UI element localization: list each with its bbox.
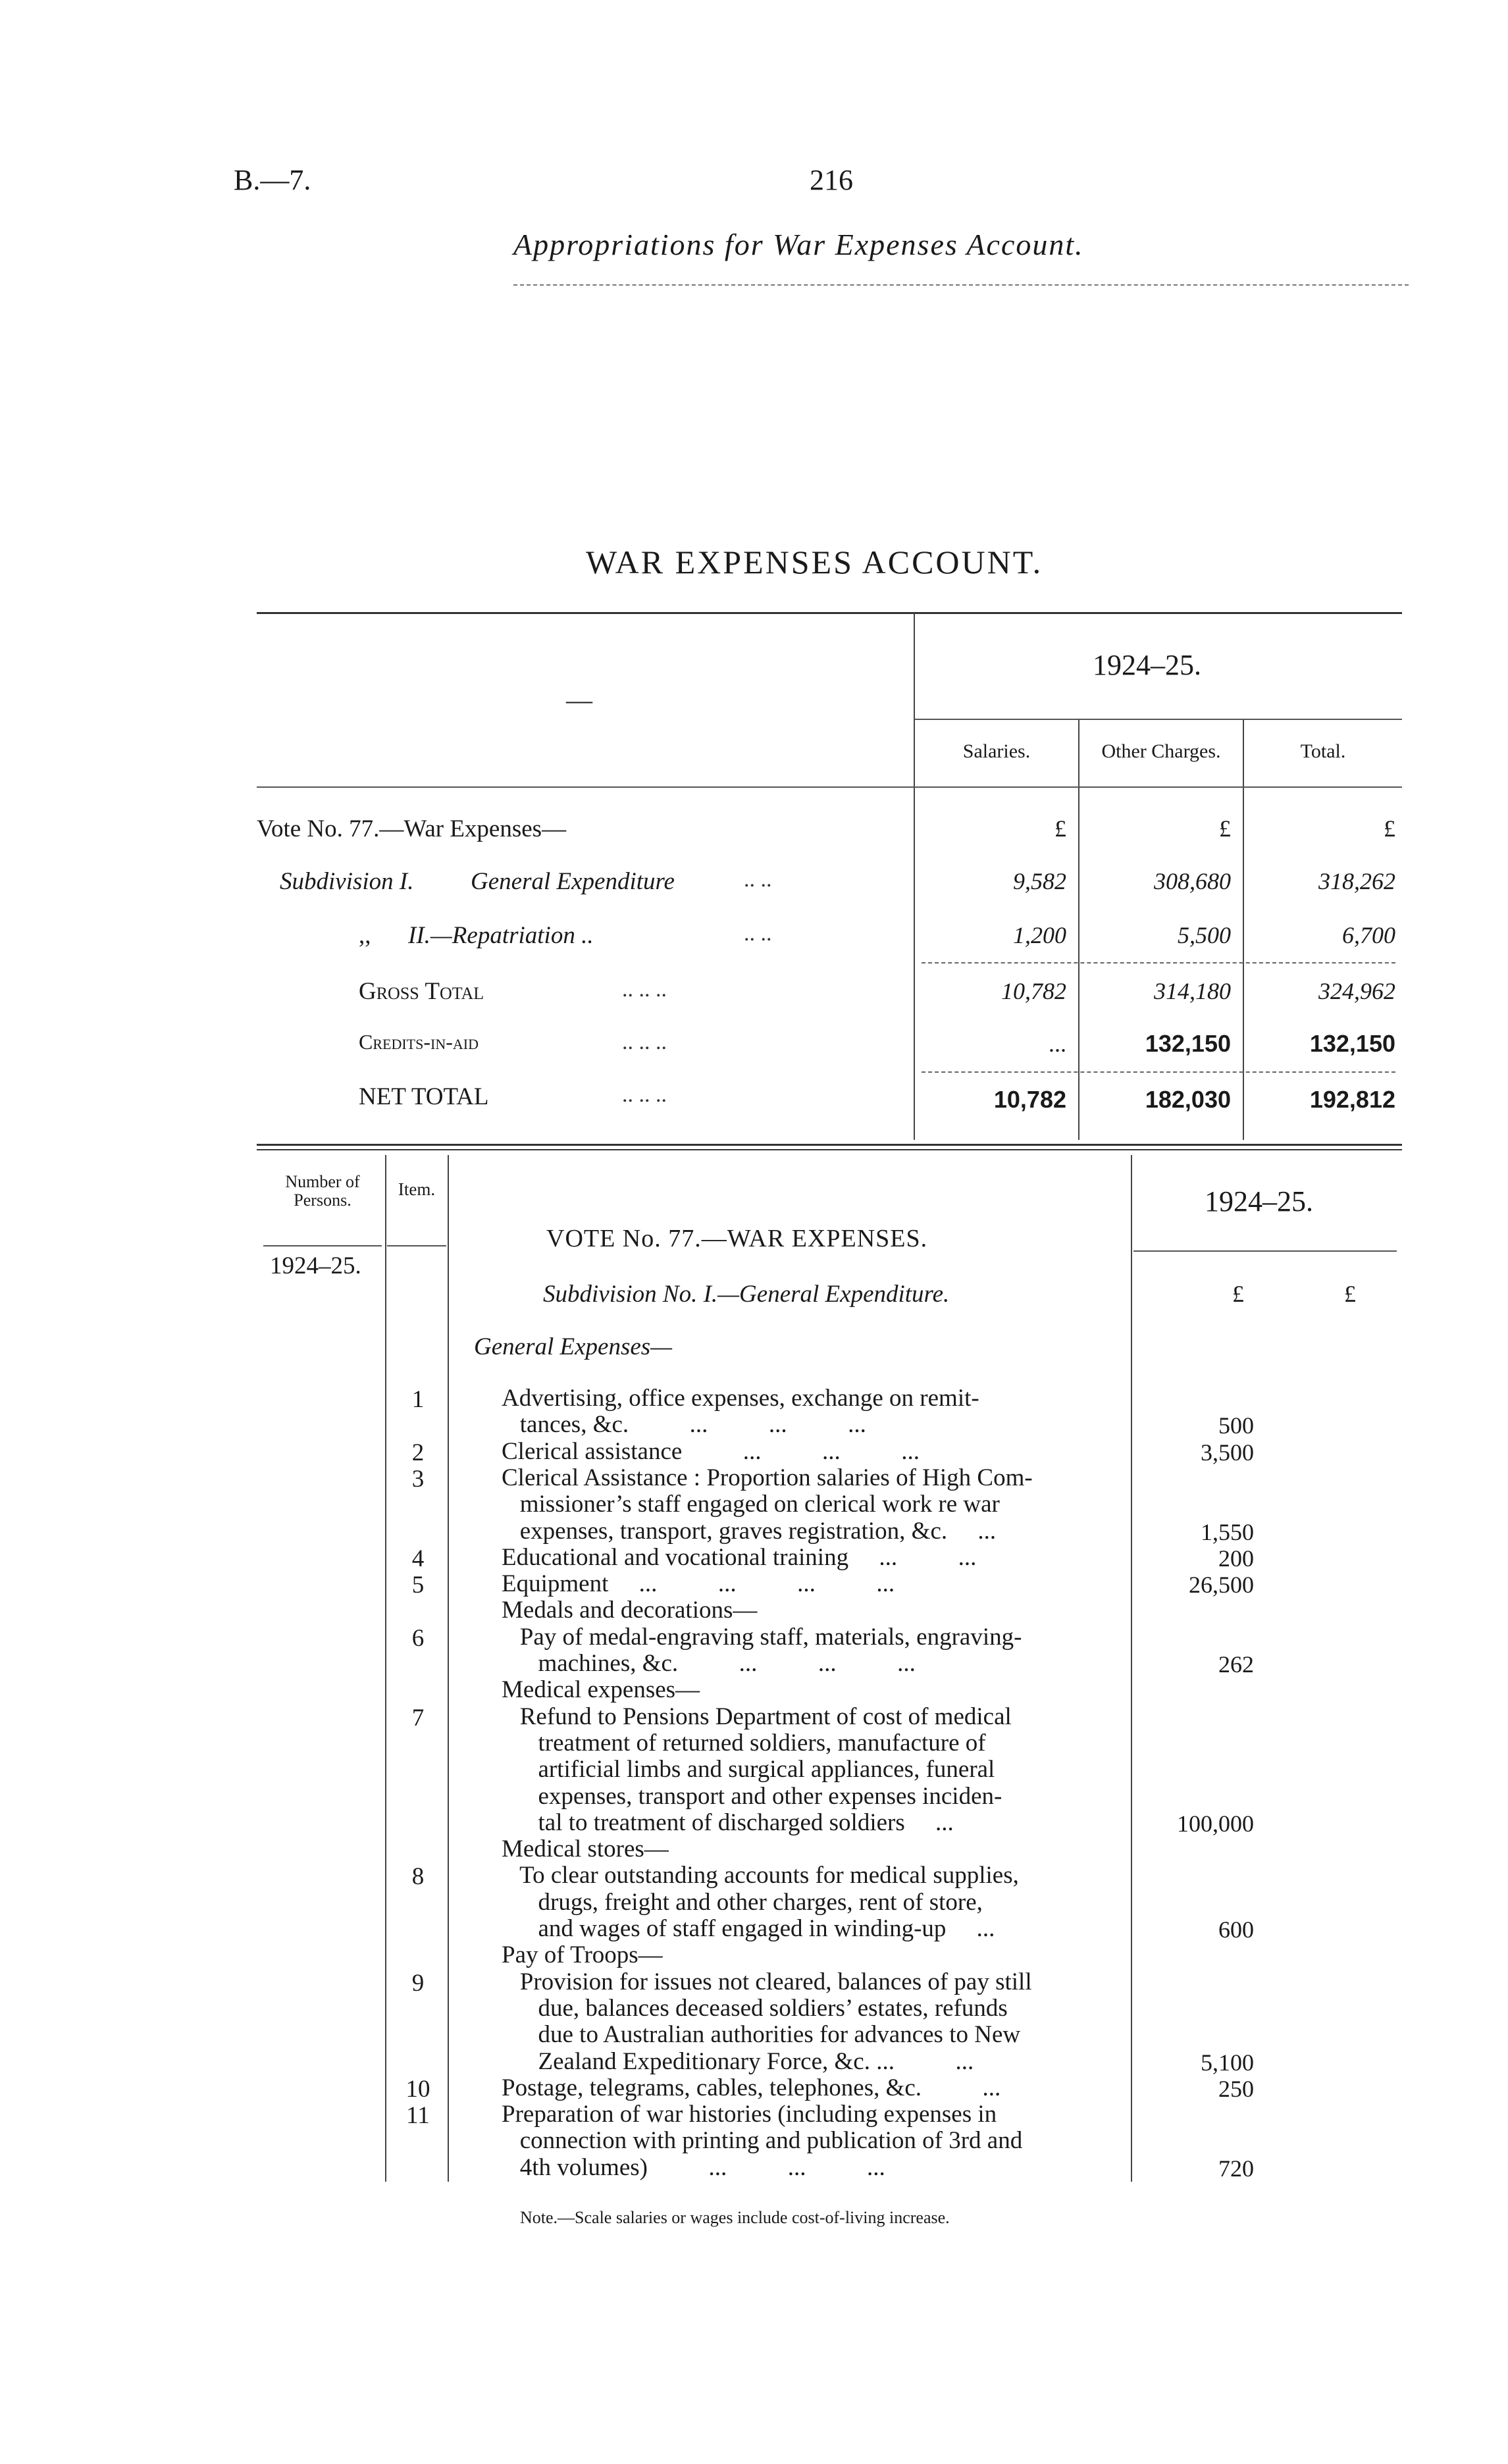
item-number: 1 [411, 1386, 425, 1413]
item-number: 2 [411, 1439, 425, 1466]
item-description: Zealand Expeditionary Force, &c. ... ... [502, 2048, 974, 2075]
detail-divider-item [448, 1155, 449, 2182]
item-amount: 1,550 [1201, 1519, 1254, 1545]
item-amount: 250 [1218, 2076, 1254, 2102]
item-description: Equipment ... ... ... ... [502, 1570, 895, 1597]
col-number-of-persons: Number of Persons. [285, 1172, 360, 1210]
row-1-salaries: 9,582 [1013, 868, 1066, 894]
row-1-dots: .. .. [744, 867, 772, 892]
persons-year: 1924–25. [270, 1252, 361, 1279]
credits-dots: .. .. .. [622, 1030, 667, 1054]
detail-divider-amount [1131, 1155, 1132, 2182]
item-description: machines, &c. ... ... ... [502, 1650, 916, 1677]
net-total-label: NET TOTAL [359, 1083, 489, 1110]
item-description: Medical stores— [502, 1835, 669, 1862]
header-rule [513, 284, 1409, 286]
page-title: Appropriations for War Expenses Account. [513, 228, 1084, 261]
row-subdivision-2-label: II.—Repatriation .. [408, 922, 594, 949]
item-description: Refund to Pensions Department of cost of medical [502, 1703, 1012, 1730]
item-description: treatment of returned soldiers, manufacture of [502, 1730, 986, 1757]
item-number: 5 [411, 1572, 425, 1599]
subdivision-title: Subdivision No. I.—General Expenditure. [543, 1281, 950, 1308]
net-total-other: 182,030 [1145, 1086, 1231, 1113]
item-description: expenses, transport and other expenses inciden- [502, 1783, 1002, 1810]
item-amount: 5,100 [1201, 2049, 1254, 2076]
item-description: Pay of medal-engraving staff, materials, engraving- [502, 1624, 1022, 1651]
item-amount: 200 [1218, 1545, 1254, 1572]
item-amount: 3,500 [1201, 1439, 1254, 1466]
item-number: 9 [411, 1970, 425, 1997]
row-2-other: 5,500 [1178, 922, 1231, 948]
footnote: Note.—Scale salaries or wages include cost-of-living increase. [520, 2208, 950, 2227]
item-amount: 26,500 [1189, 1572, 1254, 1598]
gross-total-total: 324,962 [1318, 978, 1395, 1004]
col-other-charges: Other Charges. [1101, 740, 1221, 762]
currency-salaries: £ [1054, 815, 1066, 842]
detail-currency-1: £ [1232, 1281, 1244, 1307]
row-subdivision-1-label: General Expenditure [471, 868, 675, 895]
item-number: 4 [411, 1545, 425, 1572]
item-description: Clerical Assistance : Proportion salaries of High Com- [502, 1464, 1033, 1491]
col-salaries: Salaries. [962, 740, 1031, 762]
net-total-salaries: 10,782 [993, 1086, 1066, 1113]
page-code: B.—7. [234, 164, 311, 196]
item-number: 11 [406, 2102, 430, 2129]
row-1-total: 318,262 [1318, 868, 1395, 894]
credits-in-aid-label: Credits-in-aid [359, 1030, 479, 1054]
row-1-other: 308,680 [1154, 868, 1231, 894]
item-description: Provision for issues not cleared, balances of pay still [502, 1968, 1032, 1995]
summary-col-divider-1 [914, 613, 915, 1140]
item-description: Advertising, office expenses, exchange on remit- [502, 1385, 979, 1412]
item-description: missioner’s staff engaged on clerical work re war [502, 1491, 1000, 1518]
credits-salaries: ... [1049, 1031, 1066, 1057]
item-description: Postage, telegrams, cables, telephones, &c. ... [502, 2074, 1001, 2101]
item-amount: 262 [1218, 1651, 1254, 1678]
item-description: Educational and vocational training ... ... [502, 1544, 977, 1571]
row-subdivision-1-prefix: Subdivision I. [280, 868, 414, 895]
item-description: Clerical assistance ... ... ... [502, 1438, 920, 1465]
item-description: drugs, freight and other charges, rent of store, [502, 1889, 983, 1916]
item-description: and wages of staff engaged in winding-up ... [502, 1915, 995, 1942]
currency-other: £ [1219, 815, 1231, 842]
item-description: due to Australian authorities for advances to New [502, 2021, 1021, 2048]
vote-title: VOTE No. 77.—WAR EXPENSES. [546, 1225, 928, 1252]
net-total-dots: .. .. .. [622, 1083, 667, 1107]
item-number: 10 [405, 2076, 430, 2103]
row-2-dots: .. .. [744, 921, 772, 946]
summary-title: WAR EXPENSES ACCOUNT. [586, 544, 1043, 580]
col-total: Total. [1300, 740, 1346, 762]
credits-total: 132,150 [1309, 1030, 1395, 1057]
currency-total: £ [1384, 815, 1395, 842]
summary-header-rule [257, 786, 1402, 788]
item-description: Pay of Troops— [502, 1941, 663, 1968]
item-header-rule [387, 1245, 446, 1246]
summary-col-divider-2 [1078, 719, 1079, 1140]
item-description: artificial limbs and surgical appliances, funeral [502, 1756, 995, 1783]
summary-bottom-rule-2 [257, 1149, 1402, 1150]
summary-col-divider-3 [1243, 719, 1244, 1140]
summary-year-rule [915, 719, 1402, 720]
item-description: connection with printing and publication of 3rd and [502, 2127, 1023, 2154]
item-amount: 500 [1218, 1412, 1254, 1439]
detail-currency-2: £ [1344, 1281, 1356, 1307]
detail-divider-persons [385, 1155, 386, 2182]
item-description: Preparation of war histories (including expenses in [502, 2101, 997, 2128]
net-total-total: 192,812 [1309, 1086, 1395, 1113]
gross-total-salaries: 10,782 [1001, 978, 1066, 1004]
item-amount: 100,000 [1177, 1810, 1254, 1837]
page-number: 216 [810, 164, 853, 196]
detail-year: 1924–25. [1205, 1185, 1313, 1218]
row-subdivision-2-prefix: ,, [359, 922, 371, 949]
item-amount: 720 [1218, 2155, 1254, 2182]
col-item: Item. [398, 1179, 436, 1199]
summary-stub-dash: — [566, 685, 592, 715]
item-description: Medals and decorations— [502, 1597, 758, 1624]
item-description: To clear outstanding accounts for medical supplies, [502, 1862, 1019, 1889]
item-number: 6 [411, 1625, 425, 1652]
vote-label: Vote No. 77.—War Expenses— [257, 815, 567, 842]
item-number: 8 [411, 1863, 425, 1890]
summary-year: 1924–25. [1093, 649, 1201, 681]
item-amount: 600 [1218, 1916, 1254, 1943]
gross-total-other: 314,180 [1154, 978, 1231, 1004]
item-description: tal to treatment of discharged soldiers ... [502, 1809, 954, 1836]
group-general-expenses: General Expenses— [474, 1333, 673, 1360]
summary-bottom-rule [257, 1144, 1402, 1146]
credits-other: 132,150 [1145, 1030, 1231, 1057]
item-description: expenses, transport, graves registration, &c. ... [502, 1518, 997, 1545]
item-description: tances, &c. ... ... ... [502, 1411, 866, 1438]
persons-header-rule [263, 1245, 382, 1246]
item-description: 4th volumes) ... ... ... [502, 2154, 885, 2181]
row-2-total: 6,700 [1342, 922, 1395, 948]
detail-year-rule [1133, 1250, 1397, 1252]
item-description: Medical expenses— [502, 1676, 700, 1703]
summary-top-rule [257, 612, 1402, 614]
gross-total-dots: .. .. .. [622, 977, 667, 1002]
row-2-salaries: 1,200 [1013, 922, 1066, 948]
net-total-rule [922, 1071, 1395, 1073]
gross-total-rule [922, 962, 1395, 963]
item-number: 7 [411, 1705, 425, 1732]
item-number: 3 [411, 1466, 425, 1493]
gross-total-label: Gross Total [359, 978, 484, 1005]
item-description: due, balances deceased soldiers’ estates, refunds [502, 1995, 1008, 2022]
